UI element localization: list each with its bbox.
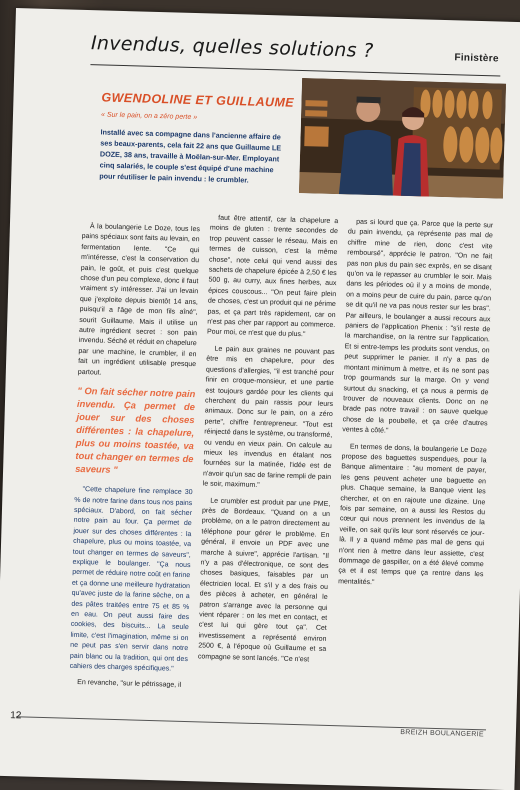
paragraph: faut être attentif, car la chapelure a moins de gluten : trente secondes de trop peuvent casser le réseau. Mais en termes de cuisson, c'est la même chose", note celui qui vend aussi des sachets de chapelure épicée à 2,50 € les 500 g, au curry, aux fines herbes, aux épices couscous... "On peut faire plein de choses, c'est un produit qui ne périme pas, et ça part très rapidement, car on n'est pas cher par rapport au commerce. Pour moi, ce n'est que du plus." <box>206 214 339 339</box>
article-column-2 <box>198 214 339 672</box>
bakers-photo <box>299 78 506 199</box>
magazine-page <box>0 8 520 790</box>
section-label: Finistère <box>454 52 499 65</box>
paragraph: pas si lourd que ça. Parce que la perte sur du pain invendu, ça représente pas mal de chiffre mine de rien, donc c'est vite remboursé", apprécie le patron. "On ne fait pas non plus du pain sec exprès, en se disant qu'on va le repasser au crumbler le soir. Mais dans les périodes où il y a moins de monde, on a moins peur de cuire du pain, parce qu'on se dit qu'il ne va pas nous rester sur les bras". Par ailleurs, le boulanger a aussi recours aux paniers de l'application Phenix : "s'il reste de la marchandise, on la rentre sur l'application. Et si entre-temps les produits sont vendus, on peut supprimer le panier. Il n'y a pas de montant minimum à mettre, et ils ne sont pas trop gourmands sur la marge. On y vend surtout du snacking, et ça nous a permis de trouver de nouveaux clients. Donc on ne brade pas notre travail : on sauve quelque chose de la poubelle, et ça crée d'autres ventes à côté." <box>342 218 494 435</box>
article-author: GWENDOLINE ET GUILLAUME <box>101 90 295 110</box>
header-rule <box>90 64 500 76</box>
paragraph: Le crumbler est produit par une PME, près de Bordeaux. "Quand on a un problème, on a le patron directement au téléphone pour gérer le problème. En général, il envoie un PDF avec une marche à suivre", apprécie l'artisan. "Il n'y a pas d'électronique, ce sont des choses basiques, faisables par un électricien local. Et s'il y a des frais ou des pièces à acheter, en général le patron s'arrange avec la personne qui vient réparer : on les met en contact, et c'est lui qui gère tout ça". Cet investissement a représenté environ 2500 €, à l'époque où Guillaume et sa compagne se sont lancés. "Ce n'est <box>197 497 331 664</box>
journal-name: BREIZH BOULANGERIE <box>400 729 484 739</box>
page-header <box>90 32 511 65</box>
paragraph: "Cette chapelure fine remplace 30 % de notre farine dans tous nos pains spéciaux. D'abord, on fait sécher notre pain au four. Ça permet de jouer sur des choses différentes : la chapelure, plus ou moins toastée, va tout changer en termes de saveurs", explique le boulanger. "Ça nous permet de réduire notre coût en farine et ça donne une meilleure hydratation qu'avec juste de la farine sèche, on a des pâtes traitées entre 75 et 85 % en eau. On peut aussi faire des cookies, des biscuits... La seule limite, c'est l'imagination, même si on ne peut pas s'en servir dans notre pain blanc ou la tradition, qui ont des cahiers des charges spécifiques." <box>69 486 193 673</box>
pull-quote: " On fait sécher notre pain invendu. Ça permet de jouer sur des choses différentes : la chapelure, plus ou moins toastée, va tout changer en termes de saveurs " <box>75 384 196 476</box>
article-intro: Installé avec sa compagne dans l'ancienne affaire de ses beaux-parents, cela fait 22 ans que Guillaume LE DOZE, 38 ans, travaille à Moëlan-sur-Mer. Employant cinq salariés, le couple s'est équipé d'une machine pour réutiliser le pain invendu : le crumbler. <box>99 127 282 185</box>
article-subtitle: « Sur le pain, on a zéro perte » <box>100 111 198 122</box>
article-column-1 <box>69 222 200 698</box>
page-number: 12 <box>10 710 22 722</box>
paragraph: À la boulangerie Le Doze, tous les pains spéciaux sont faits au levain, en fermentation lente. "Ce qui m'intéresse, c'est la conservation du pain, le goût, et puis c'est quelque chose d'un peu complexe, donc il faut vraiment s'y intéresser. J'ai un levain que j'exploite depuis bientôt 14 ans, puisqu'il a l'âge de mon fils aîné", sourit Guillaume. Mais il utilise un autre ingrédient secret : son pain invendu. Séché et réduit en chapelure par une machine, le crumbler, il en fait un ingrédient utilisable presque partout. <box>77 223 200 377</box>
paragraph: En termes de dons, la boulangerie Le Doze propose des baguettes suspendues, pour la Banque alimentaire : "au moment de payer, les gens peuvent acheter une baguette en plus. Chaque semaine, la Banque vient les chercher, et on en rajoute une dizaine. Une fois par semaine, on a aussi les Restos du cœur qui nous prennent les invendus de la veille, on sait qu'ils leur sont réservés ce jour-là. Il y a quand même pas mal de gens qui n'ont rien à mettre dans leur assiette, c'est dommage de gaspiller, on a été élevé comme ça et il est temps que ça rentre dans les mentalités." <box>338 443 487 587</box>
article-column-3 <box>338 217 493 597</box>
paragraph: En revanche, "sur le pétrissage, il <box>77 679 182 690</box>
page-title: Invendus, quelles solutions ? <box>90 32 374 62</box>
paragraph: Le pain aux graines ne pouvant pas être mis en chapelure, pour des questions d'allergies, "il est tranché pour finir en croque-monsieur, et une partie est toujours gardée pour les clients qui cherchent du pain rassis pour leurs animaux. Donc sur le pain, on a zéro perte", chiffre l'entrepreneur. "Tout est réinjecté dans le système, ou transformé, ou vendu en vieux pain. On calcule au mieux les invendus en étalant nos fournées sur la matinée, l'idée est de n'avoir qu'un sac de farine rempli de pain le soir, maximum." <box>202 345 335 490</box>
footer-rule <box>16 716 486 730</box>
